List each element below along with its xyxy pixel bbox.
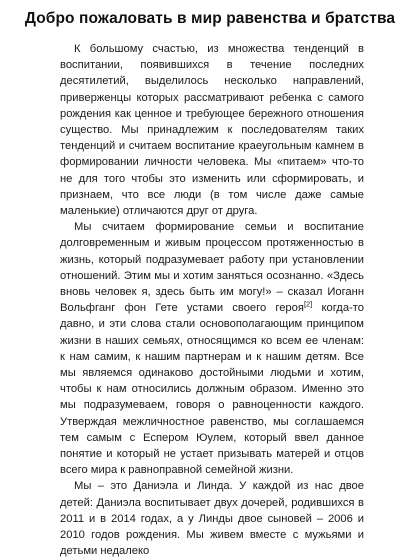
paragraph-2-text-after-footnote: когда-то давно, и эти слова стали основополагающим принципом жизни в наших семьях, относящимся ко всем ее членам: к нам самим, к нашим партнерам и к нашим детям. Все мы являемся одинаково достойными людьми и хотим, чтобы к нам относились должным образом. Именно это мы подразумеваем, говоря о равноценности каждого. Утверждая межличностное равенство, мы соглашаемся тем самым с Еспером Юулем, который ввел данное понятие и который не устает призывать матерей и отцов всего мира к равноправной семейной жизни.	[60, 302, 364, 477]
paragraph-3: Мы – это Даниэла и Линда. У каждой из нас двое детей: Даниэла воспитывает двух дочерей, родившихся в 2011 и в 2014 годах, а у Линды двое сыновей – 2006 и 2010 годов рождения. Мы живем вместе с мужьями и детьми недалеко	[60, 480, 364, 558]
paragraph-1: К большому счастью, из множества тенденций в воспитании, появившихся в течение последних десятилетий, выделилось несколько направлений, приверженцы которых рассматривают ребенка с самого рождения как ценное и требующее бережного отношения существо. Мы принадлежим к последователям таких тенденций и считаем воспитание краеугольным камнем в формировании личности человека. Мы «питаем» что-то не для того чтобы это изменить или сформировать, и признаем, что все люди (в том числе даже самые маленькие) отличаются друг от друга.	[60, 43, 364, 218]
footnote-reference[interactable]: [2]	[303, 299, 313, 309]
body-text	[60, 41, 364, 560]
paragraph-2-text-before-footnote: Мы считаем формирование семьи и воспитание долговременным и живым процессом протяженностью в жизнь, который подразумевает работу при установлении отношений. Этим мы и хотим заняться осознанно. «Здесь вновь человек я, здесь быть им могу!» – сказал Иоганн Вольфганг фон Гете устами своего героя	[60, 221, 364, 315]
paragraph-2	[60, 219, 364, 478]
page-title: Добро пожаловать в мир равенства и братства	[24, 10, 396, 27]
